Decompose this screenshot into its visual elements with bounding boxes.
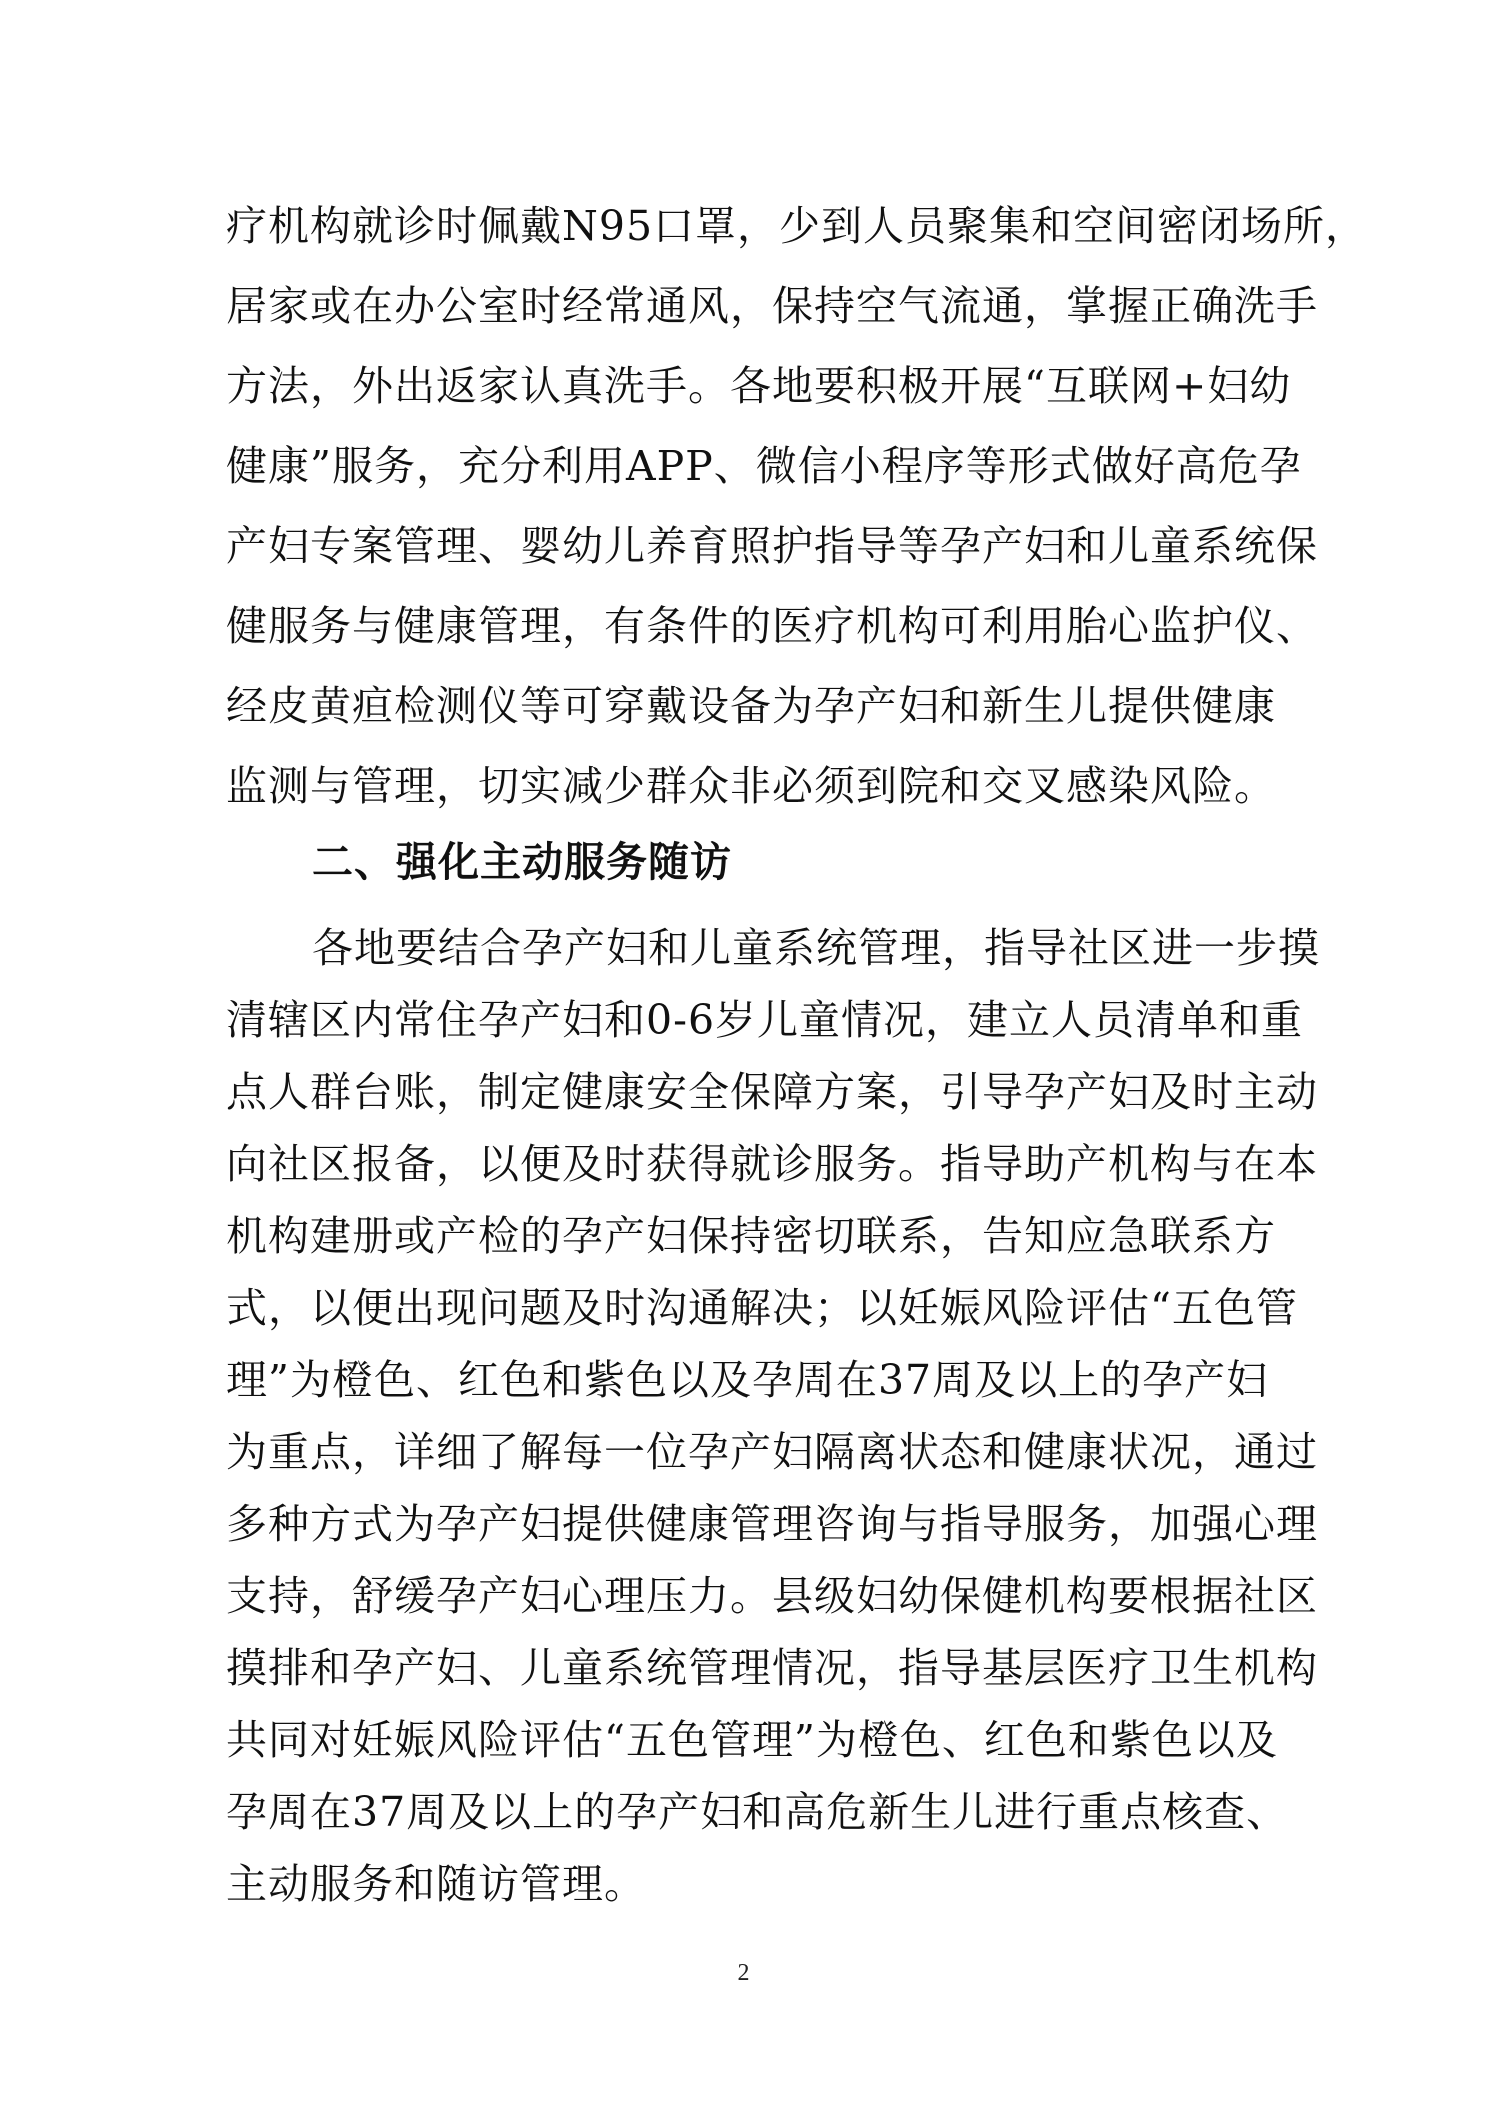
paragraph-1-line-5: 产妇专案管理、婴幼儿养育照护指导等孕产妇和儿童系统保 — [226, 522, 1318, 570]
section-heading: 二、强化主动服务随访 — [312, 838, 732, 886]
paragraph-1-line-2: 居家或在办公室时经常通风，保持空气流通，掌握正确洗手 — [226, 282, 1318, 330]
paragraph-1-line-8: 监测与管理，切实减少群众非必须到院和交叉感染风险。 — [226, 762, 1276, 810]
paragraph-2-line-5: 机构建册或产检的孕产妇保持密切联系，告知应急联系方 — [226, 1212, 1276, 1260]
paragraph-2-line-2: 清辖区内常住孕产妇和0-6岁儿童情况，建立人员清单和重 — [226, 996, 1304, 1044]
paragraph-1-line-7: 经皮黄疸检测仪等可穿戴设备为孕产妇和新生儿提供健康 — [226, 682, 1276, 730]
paragraph-1-line-3: 方法，外出返家认真洗手。各地要积极开展“互联网+妇幼 — [226, 362, 1292, 410]
paragraph-2-line-13: 孕周在37周及以上的孕产妇和高危新生儿进行重点核查、 — [226, 1788, 1289, 1836]
paragraph-2-line-3: 点人群台账，制定健康安全保障方案，引导孕产妇及时主动 — [226, 1068, 1318, 1116]
paragraph-2-line-11: 摸排和孕产妇、儿童系统管理情况，指导基层医疗卫生机构 — [226, 1644, 1318, 1692]
paragraph-1-line-1: 疗机构就诊时佩戴N95口罩，少到人员聚集和空间密闭场所， — [226, 202, 1368, 250]
paragraph-2-line-1: 各地要结合孕产妇和儿童系统管理，指导社区进一步摸 — [312, 924, 1320, 972]
paragraph-1-line-6: 健服务与健康管理，有条件的医疗机构可利用胎心监护仪、 — [226, 602, 1318, 650]
paragraph-1-line-4: 健康”服务，充分利用APP、微信小程序等形式做好高危孕 — [226, 442, 1302, 490]
paragraph-2-line-12: 共同对妊娠风险评估“五色管理”为橙色、红色和紫色以及 — [226, 1716, 1278, 1764]
paragraph-2-line-4: 向社区报备，以便及时获得就诊服务。指导助产机构与在本 — [226, 1140, 1318, 1188]
paragraph-2-line-8: 为重点，详细了解每一位孕产妇隔离状态和健康状况，通过 — [226, 1428, 1318, 1476]
paragraph-2-line-10: 支持，舒缓孕产妇心理压力。县级妇幼保健机构要根据社区 — [226, 1572, 1318, 1620]
paragraph-2-line-9: 多种方式为孕产妇提供健康管理咨询与指导服务，加强心理 — [226, 1500, 1318, 1548]
paragraph-2-line-14: 主动服务和随访管理。 — [226, 1860, 646, 1908]
page-number: 2 — [737, 1960, 750, 1986]
paragraph-2-line-6: 式，以便出现问题及时沟通解决；以妊娠风险评估“五色管 — [226, 1284, 1298, 1332]
paragraph-2-line-7: 理”为橙色、红色和紫色以及孕周在37周及以上的孕产妇 — [226, 1356, 1269, 1404]
